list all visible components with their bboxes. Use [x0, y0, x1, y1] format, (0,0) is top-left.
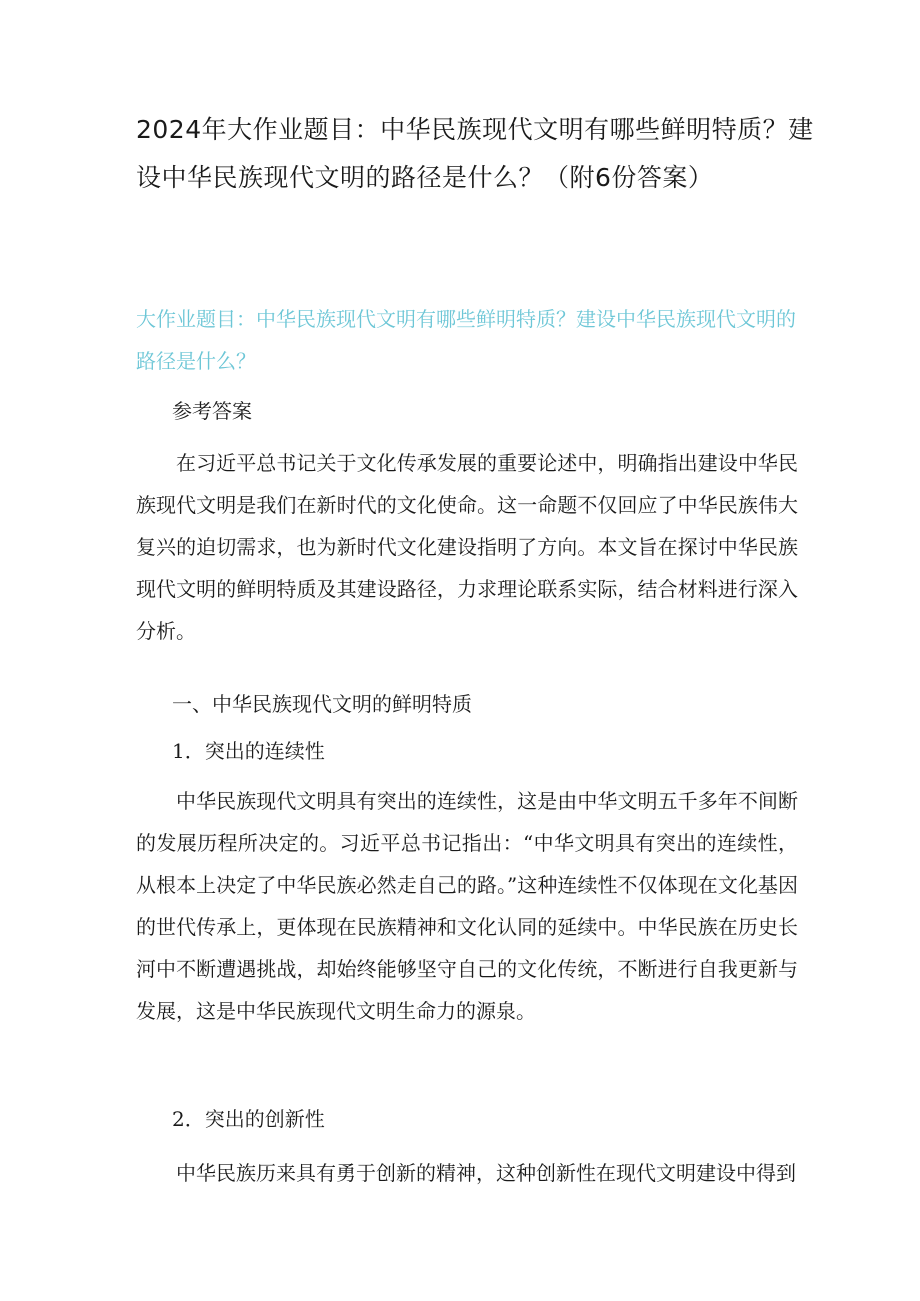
section-1-heading: 一、中华民族现代文明的鲜明特质 [172, 692, 472, 716]
point-2-heading: 2．突出的创新性 [172, 1107, 325, 1131]
document-title: 2024年大作业题目：中华民族现代文明有哪些鲜明特质？建设中华民族现代文明的路径是什么？（附6份答案） [136, 115, 814, 192]
assignment-subtitle: 大作业题目：中华民族现代文明有哪些鲜明特质？建设中华民族现代文明的路径是什么？ [136, 307, 796, 373]
point-2-paragraph: 中华民族历来具有勇于创新的精神，这种创新性在现代文明建设中得到 [176, 1161, 796, 1185]
reference-answer-label: 参考答案 [172, 399, 252, 423]
point-1-paragraph: 中华民族现代文明具有突出的连续性，这是由中华文明五千多年不间断的发展历程所决定的。习近平总书记指出：“中华文明具有突出的连续性，从根本上决定了中华民族必然走自己的路。”这种连续性不仅体现在文化基因的世代传承上，更体现在民族精神和文化认同的延续中。中华民族在历史长河中不断遭遇挑战，却始终能够坚守自己的文化传统，不断进行自我更新与发展，这是中华民族现代文明生命力的源泉。 [136, 789, 798, 1023]
intro-paragraph: 在习近平总书记关于文化传承发展的重要论述中，明确指出建设中华民族现代文明是我们在新时代的文化使命。这一命题不仅回应了中华民族伟大复兴的迫切需求，也为新时代文化建设指明了方向。本文旨在探讨中华民族现代文明的鲜明特质及其建设路径，力求理论联系实际，结合材料进行深入分析。 [136, 451, 798, 643]
point-1-heading: 1．突出的连续性 [172, 739, 325, 763]
